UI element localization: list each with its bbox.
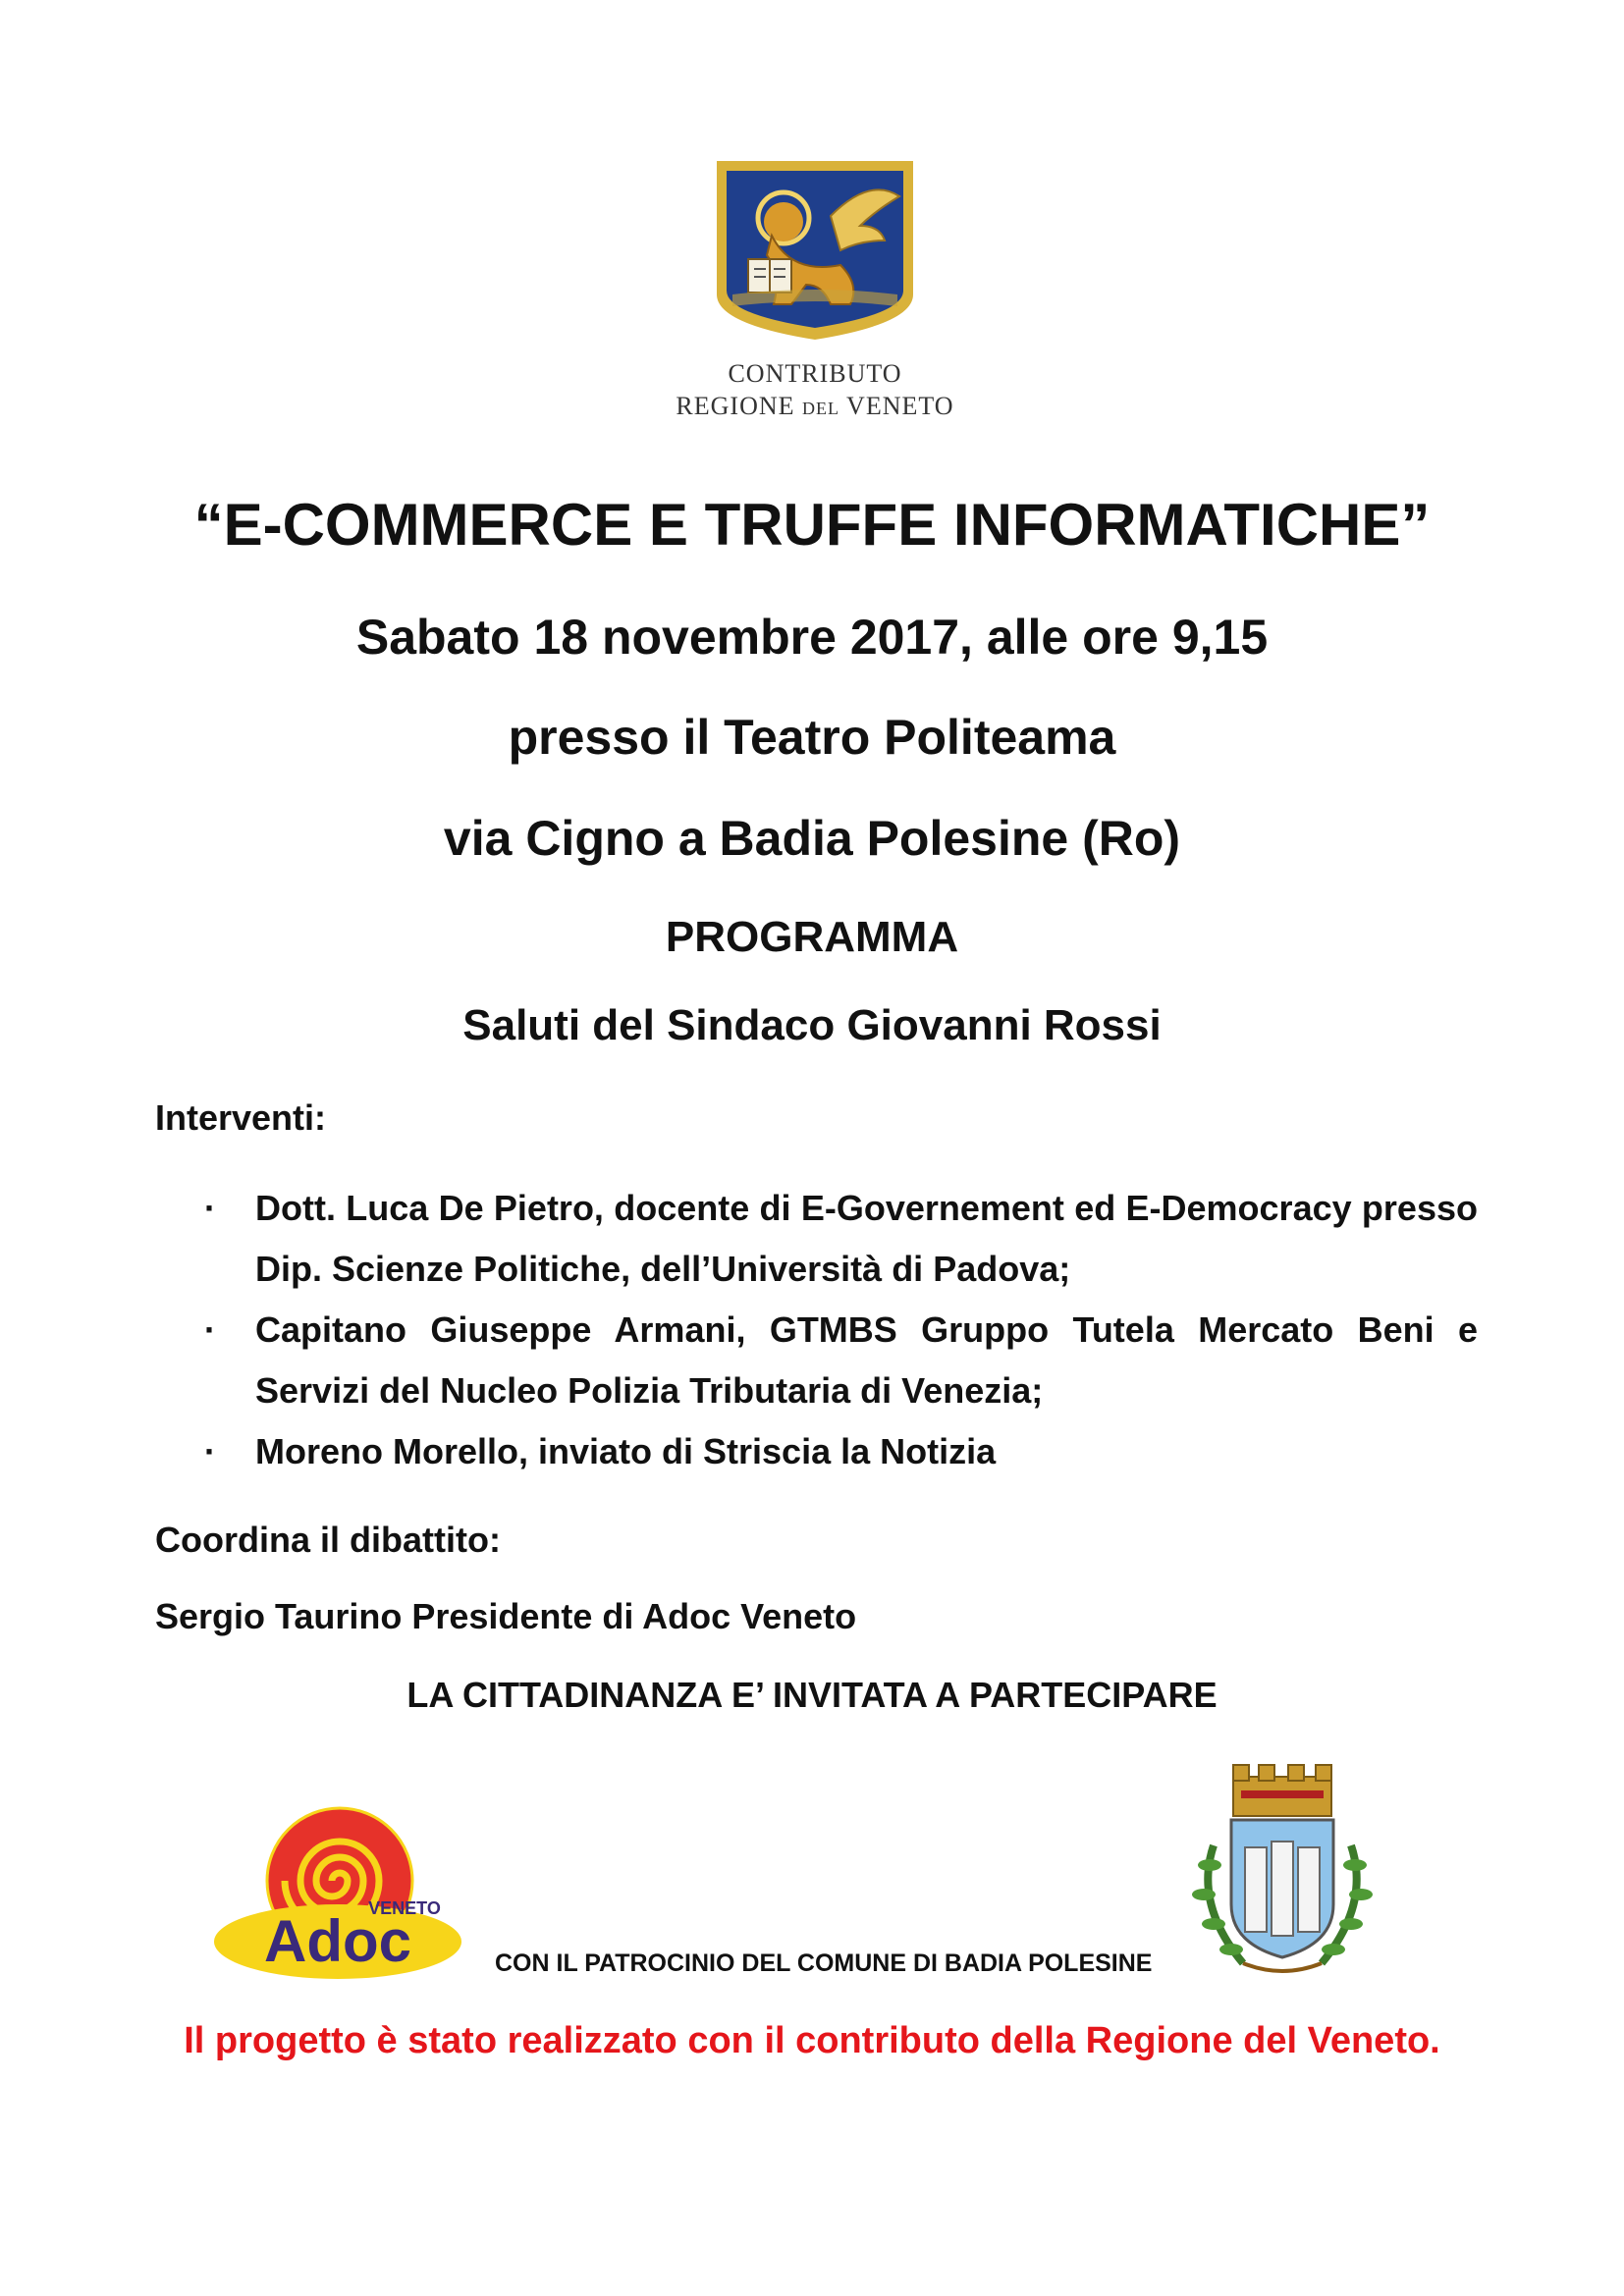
speaker-3: Moreno Morello, inviato di Striscia la Notizia bbox=[255, 1431, 997, 1471]
adoc-logo-text: Adoc bbox=[264, 1908, 411, 1974]
adoc-logo-subtext: VENETO bbox=[368, 1898, 441, 1918]
footer-note: Il progetto è stato realizzato con il contributo della Regione del Veneto. bbox=[184, 2020, 1440, 2061]
patronage-text: CON IL PATROCINIO DEL COMUNE DI BADIA POLESINE bbox=[495, 1949, 1153, 1977]
speaker-1: Dott. Luca De Pietro, docente di E-Governement ed E-Democracy presso Dip. Scienze Politiche, dell’Università di Padova; bbox=[255, 1188, 1478, 1289]
mayor-greetings: Saluti del Sindaco Giovanni Rossi bbox=[462, 1001, 1162, 1049]
invitation-text: LA CITTADINANZA E’ INVITATA A PARTECIPARE bbox=[406, 1675, 1218, 1715]
caption-veneto: VENETO bbox=[839, 391, 954, 420]
caption-region: REGIONE bbox=[676, 391, 803, 420]
moderator-label: Coordina il dibattito: bbox=[155, 1520, 501, 1560]
moderator-name: Sergio Taurino Presidente di Adoc Veneto bbox=[155, 1596, 857, 1636]
list-item bbox=[196, 1300, 1478, 1421]
speaker-2: Capitano Giuseppe Armani, GTMBS Gruppo Tutela Mercato Beni e Servizi del Nucleo Polizia Tributaria di Venezia; bbox=[255, 1309, 1478, 1411]
veneto-contribution-caption bbox=[619, 358, 1011, 422]
caption-line-2 bbox=[619, 391, 1011, 423]
speakers-list bbox=[196, 1178, 1478, 1482]
program-heading: PROGRAMMA bbox=[665, 913, 959, 961]
adoc-veneto-logo-icon bbox=[212, 1804, 465, 1983]
bullet-dot: · bbox=[204, 1431, 216, 1471]
event-venue: presso il Teatro Politeama bbox=[508, 710, 1116, 765]
caption-del: DEL bbox=[802, 398, 840, 418]
caption-line-1: CONTRIBUTO bbox=[728, 359, 902, 388]
regione-veneto-lion-crest-icon bbox=[713, 157, 917, 344]
list-item bbox=[196, 1178, 1478, 1300]
event-address: via Cigno a Badia Polesine (Ro) bbox=[443, 811, 1181, 866]
bullet-dot: · bbox=[204, 1188, 216, 1228]
speakers-label: Interventi: bbox=[155, 1097, 327, 1138]
event-date: Sabato 18 novembre 2017, alle ore 9,15 bbox=[355, 610, 1269, 665]
list-item bbox=[196, 1421, 1478, 1482]
comune-badia-polesine-crest-icon bbox=[1174, 1757, 1390, 1983]
bullet-dot: · bbox=[204, 1309, 216, 1350]
event-title: “E-COMMERCE E TRUFFE INFORMATICHE” bbox=[193, 492, 1431, 558]
